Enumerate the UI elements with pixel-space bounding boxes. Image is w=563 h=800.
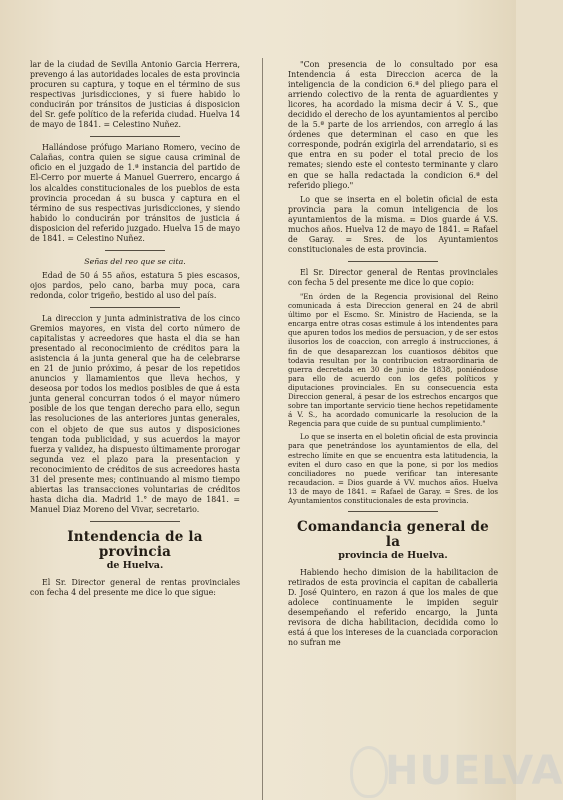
director-intro-5: El Sr. Director general de Rentas provinciales con fecha 5 del presente me dice lo que copio: [288,267,498,287]
separator-rule [90,307,180,308]
direccion-quote-aguardientes: "Con presencia de lo consultado por esa Intendencia á esta Direccion acerca de la inteligencia de la condicion 6.ª del pliego para el arriendo colectivo de la renta de aguardientes y licores, ha acordado la misma decir á V. S., que decidido el derecho de los ayuntamientos al percibo de la 5.ª parte de los arriendos, con arreglo á las órdenes que determinan el caso en que les corresponde, podrán exigirla del arrendatario, si es que entra en su poder el total precio de los remates; siendo este el contesto terminante y claro en que se halla redactada la condicion 6.ª del referido pliego." [288,60,498,190]
section-subtitle-comandancia: provincia de Huelva. [338,550,448,562]
quintero-resignation-notice: Habiendo hecho dimision de la habilitacion de retirados de esta provincia el capitan de caballeria D. José Quintero, en razon á que los males de que adolece continuamente le impiden seguir desempeñando el referido encargo, la Junta revisora de dicha habilitacion, decidida como lo está á que los intereses de la cuanciada corporacion no sufran me [288,568,498,648]
insertion-notice-garay-12: Lo que se inserta en el boletin oficial de esta provincia para la comun inteligencia de los ayuntamientos de la misma. = Dios guarde á V.S. muchos años. Huelva 12 de mayo de 1841. = Rafael de Garay. = Sres. de los Ayuntamientos constitucionales de esta provincia. [288,194,498,254]
regencia-order-quote: "En órden de la Regencia provisional del Reino comunicada á esta Direccion general en 24 de abril último por el Escmo. Sr. Ministro de Hacienda, se la encarga entre otras cosas estimule á los intendentes para que apuren todos los medios de persuacion, y de ser estos ilusorios los de coaccion, con arreglo á instrucciones, á fin de que desaparezcan los cuantiosos débitos que todavia resultan por la contribucion estraordinaria de guerra decretada en 30 de junio de 1838, poniéndose para ello de acuerdo con los gefes políticos y diputaciones provinciales. En su consecuencia esta Direccion general, á pesar de los estrechos encargos que sobre tan importante servicio tiene hechos repetidamente á V. S., ha acordado comunicarle la resolucion de la Regencia para que cuide de su puntual cumplimiento." [288,291,498,429]
section-subtitle-intendencia: de Huelva. [106,559,164,571]
separator-rule [90,136,180,137]
separator-rule [105,250,165,251]
gremios-notice: La direccion y junta administrativa de los cinco Gremios mayores, en vista del corto número de capitalistas y acreedores que hasta el dia se han presentado al reconocimiento de créditos para la asistencia á la junta general que ha de celebrarse en 21 de junio próximo, á pesar de los repetidos anuncios y llamamientos que lleva hechos, y deseosa por todos los medios posibles de que á esta junta general concurran todos ó el mayor número posible de los que tengan derecho para ello, segun las resoluciones de las anteriores juntas generales, con el objeto de que sus autos y disposiciones tengan toda publicidad, y sus acuerdos la mayor fuerza y validez, ha dispuesto últimamente prorogar segunda vez el plazo para la presentacion y reconocimiento de créditos de sus acreedores hasta 31 del presente mes; continuando al mismo tiempo abiertas las transacciones voluntarias de créditos hasta dicha dia. Madrid 1.° de mayo de 1841. = Manuel Diaz Moreno del Vivar, secretario. [30,313,240,514]
left-column [30,60,240,602]
separator-rule [90,521,180,522]
column-divider [262,58,263,800]
right-column [288,60,498,653]
archive-seal-icon [350,746,388,798]
capture-order-romero: Hallándose prófugo Mariano Romero, vecino de Calañas, contra quien se sigue causa criminal de oficio en el juzgado de 1.ª instancia del partido de El-Cerro por muerte á Manuel Guerrero, encargo á los alcaldes constitucionales de los pueblos de esta provincia procedan á su busca y captura en el término de sus respectivas jurisdicciones, y siendo habido lo conducirán por tránsitos de justicia á disposicion del referido juzgado. Huelva 15 de mayo de 1841. = Celestino Nuñez. [30,143,240,243]
suspect-description: Edad de 50 á 55 años, estatura 5 pies escasos, ojos pardos, pelo cano, barba muy poca, cara redonda, color trigeño, bestido al uso del país. [30,270,240,300]
intendencia-intro: El Sr. Director general de rentas provinciales con fecha 4 del presente me dice lo que sigue: [30,577,240,597]
description-subheading: Señas del reo que se cita. [84,256,186,266]
section-title-comandancia: Comandancia general de la [297,519,489,551]
section-title-intendencia: Intendencia de la provincia [67,528,203,560]
capture-order-garcia: lar de la ciudad de Sevilla Antonio Garcia Herrera, prevengo á las autoridades locales de esta provincia procuren su captura, y toque en el término de sus respectivas jurisdicciones, y si fuere habido lo conducirán por tránsitos de justicias á disposicion del Sr. gefe político de la referida ciudad. Huelva 14 de mayo de 1841. = Celestino Nuñez. [30,60,240,130]
archive-watermark: HUELVA [385,748,563,794]
separator-rule [348,261,438,262]
separator-rule [348,511,438,512]
insertion-notice-garay-13: Lo que se inserta en el boletin oficial de esta provincia para que penetrándose los ayuntamientos de ella, del estrecho límite en que se encuentra esta latitudencia, la eviten el duro caso en que la pone, si por los medios conciliadores no puede verificar tan interesante recaudacion. = Dios guarde á VV. muchos años. Huelva 13 de mayo de 1841. = Rafael de Garay. = Sres. de los Ayuntamientos constitucionales de esta provincia. [288,432,498,506]
